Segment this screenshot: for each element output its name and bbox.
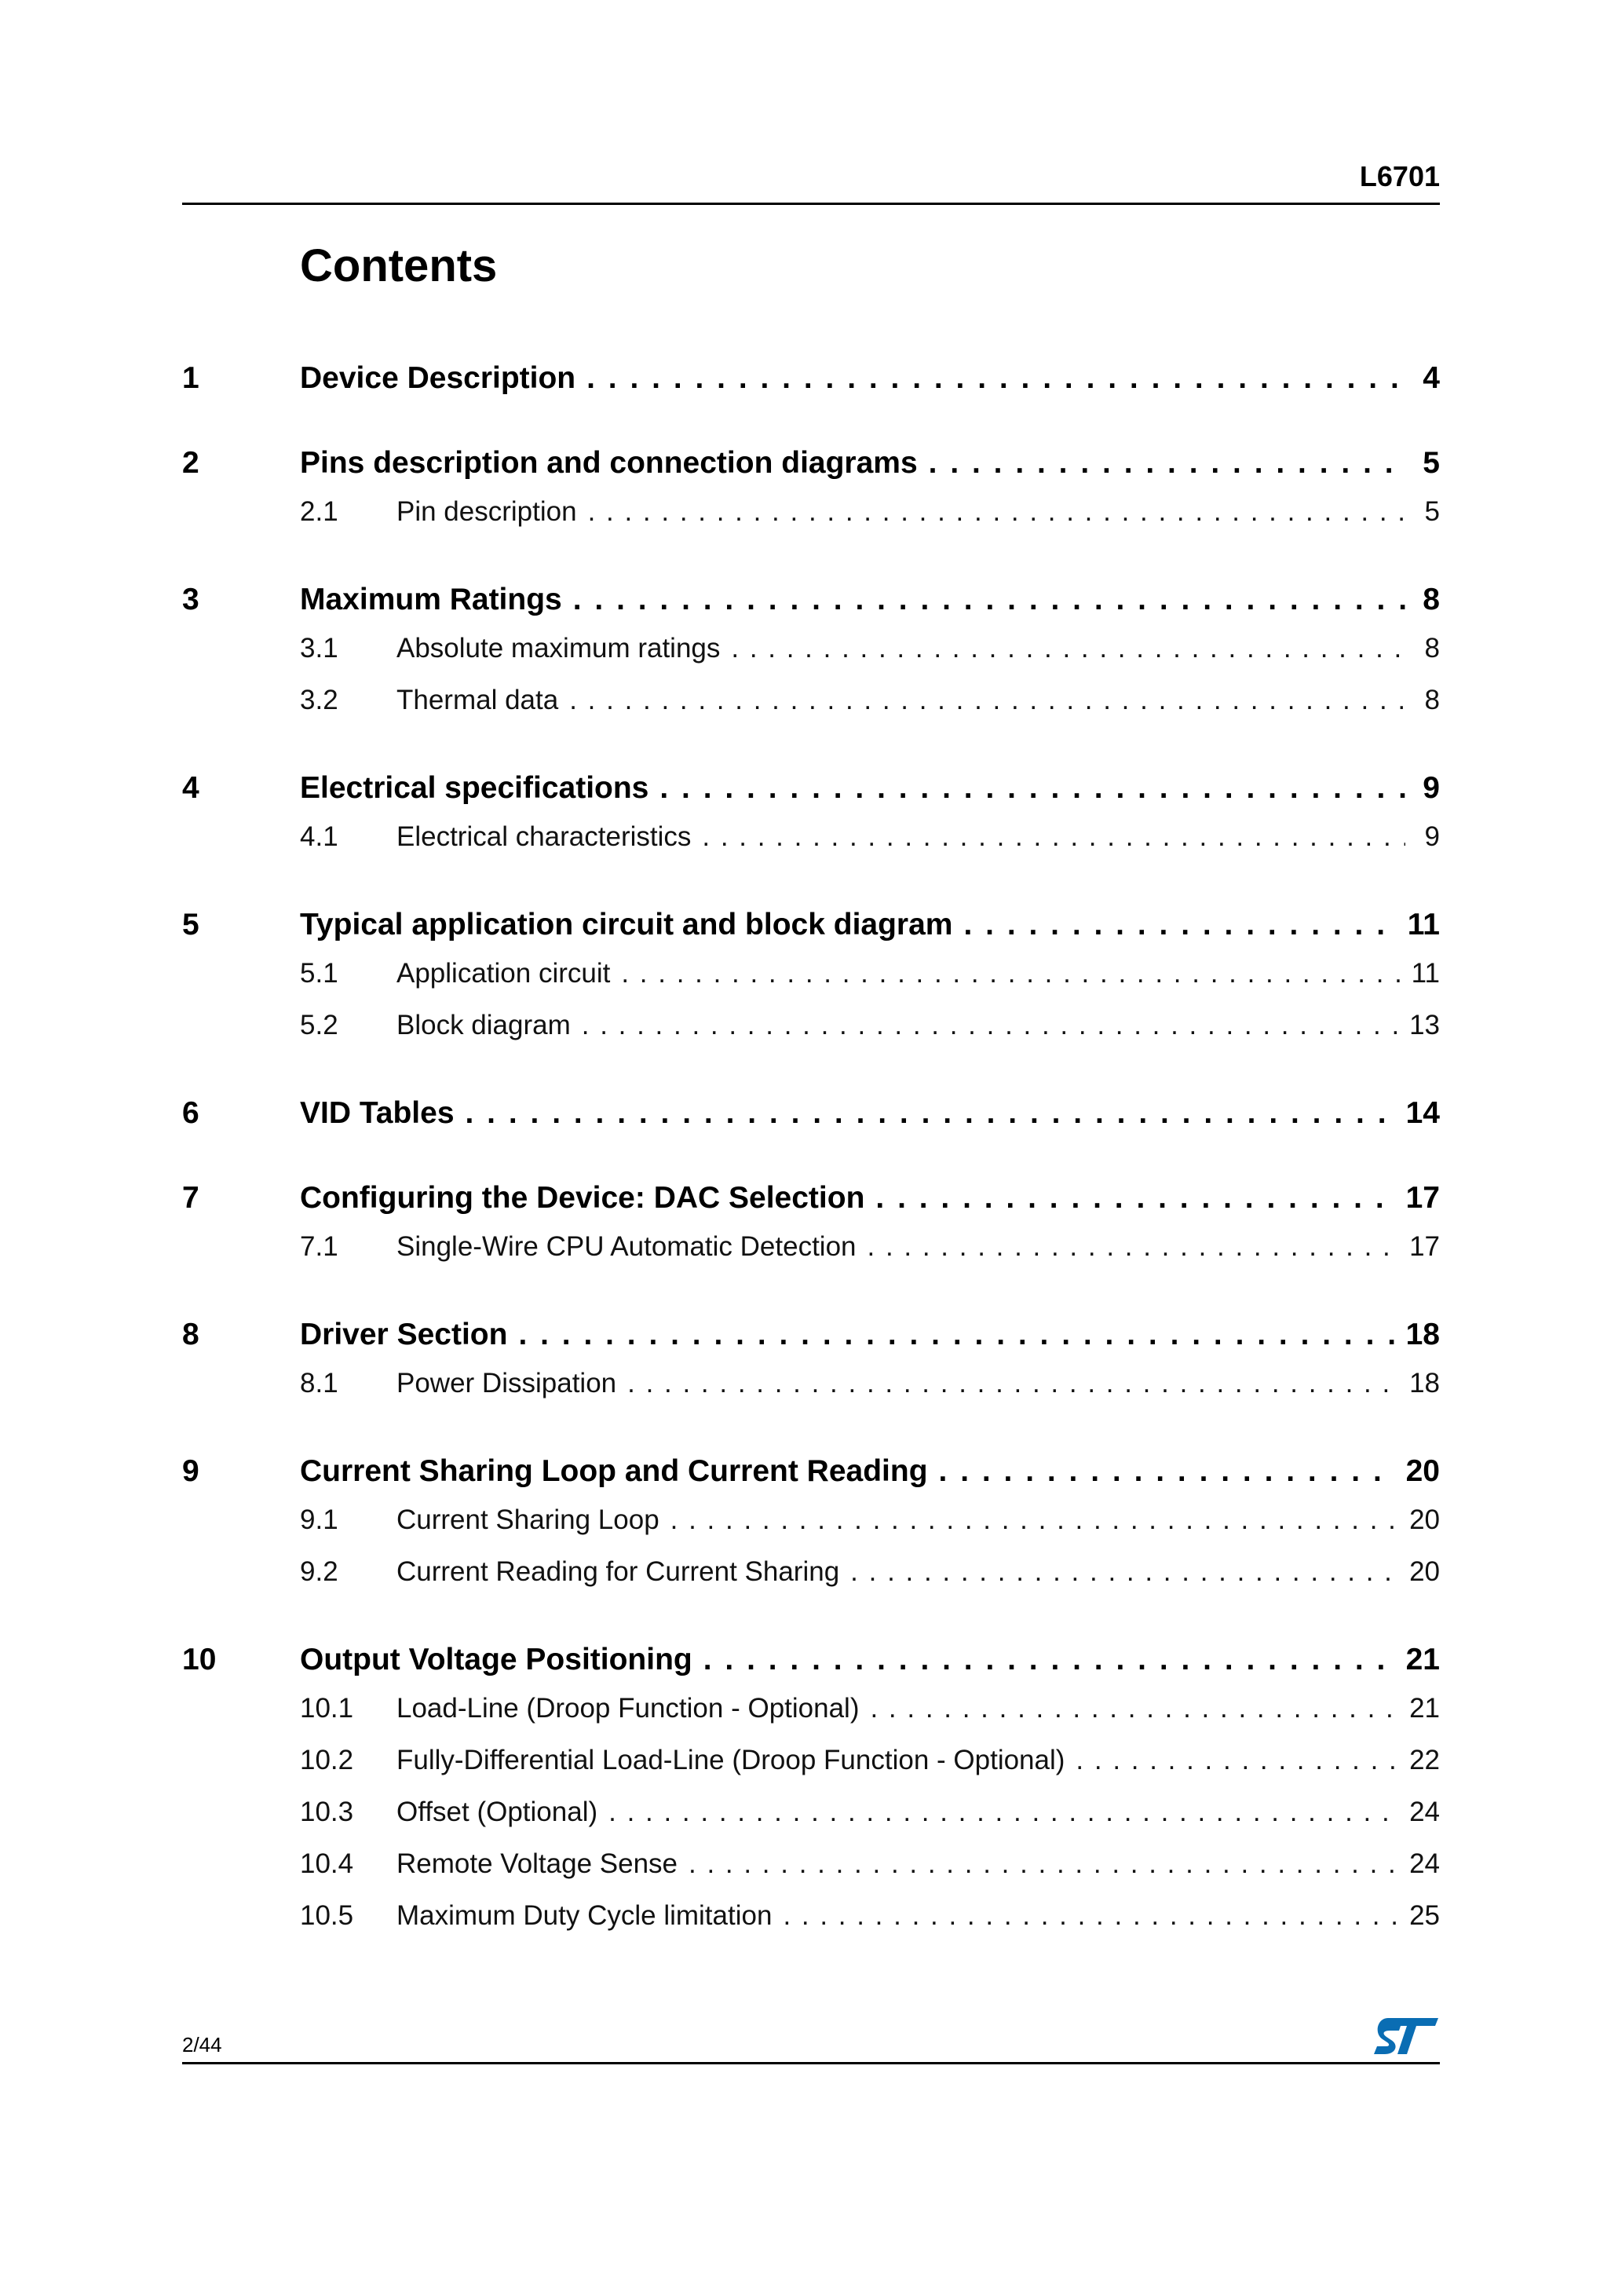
toc-dot-leader xyxy=(569,685,1405,716)
toc-entry-number: 10 xyxy=(182,1643,217,1676)
toc-dot-leader xyxy=(582,1010,1398,1041)
toc-dot-leader xyxy=(621,958,1400,989)
toc-section xyxy=(182,1454,1440,1608)
toc-subentry-page: 13 xyxy=(1409,1010,1440,1040)
toc-entry-main[interactable] xyxy=(182,446,1440,496)
toc-subentry-page: 18 xyxy=(1409,1368,1440,1398)
toc-dot-leader xyxy=(588,496,1405,528)
toc-entry-sub[interactable] xyxy=(182,496,1440,548)
toc-section xyxy=(182,771,1440,873)
toc-dot-leader xyxy=(731,633,1405,664)
toc-subentry-title: Current Sharing Loop xyxy=(396,1504,659,1535)
toc-entry-number: 4 xyxy=(182,771,199,805)
toc-entry-title: Electrical specifications xyxy=(300,771,649,805)
toc-subentry-number: 10.3 xyxy=(300,1797,354,1827)
toc-entry-main[interactable] xyxy=(182,1096,1440,1146)
toc-entry-main[interactable] xyxy=(182,1318,1440,1368)
toc-subentry-title: Offset (Optional) xyxy=(396,1797,598,1827)
toc-subentry-number: 2.1 xyxy=(300,496,338,527)
toc-subentry-number: 7.1 xyxy=(300,1231,338,1262)
toc-section xyxy=(182,1643,1440,1952)
toc-entry-number: 8 xyxy=(182,1318,199,1351)
toc-dot-leader xyxy=(702,821,1405,853)
toc-entry-main[interactable] xyxy=(182,771,1440,821)
toc-subentry-title: Block diagram xyxy=(396,1010,571,1040)
toc-dot-leader xyxy=(868,1231,1399,1263)
toc-entry-page: 11 xyxy=(1407,908,1440,941)
toc-dot-leader xyxy=(850,1556,1398,1588)
toc-subentry-number: 9.2 xyxy=(300,1556,338,1587)
toc-subentry-page: 20 xyxy=(1409,1504,1440,1535)
st-logo-shape xyxy=(1374,2018,1438,2054)
toc-subentry-number: 8.1 xyxy=(300,1368,338,1398)
toc-entry-number: 9 xyxy=(182,1454,199,1488)
toc-section xyxy=(182,1096,1440,1146)
header-divider xyxy=(182,203,1440,205)
toc-entry-page: 18 xyxy=(1405,1318,1440,1351)
toc-entry-number: 6 xyxy=(182,1096,199,1130)
toc-subentry-page: 8 xyxy=(1424,633,1440,664)
toc-entry-sub[interactable] xyxy=(182,958,1440,1010)
toc-entry-number: 2 xyxy=(182,446,199,480)
toc-dot-leader xyxy=(608,1797,1398,1828)
toc-subentry-page: 22 xyxy=(1409,1745,1440,1775)
toc-subentry-number: 10.1 xyxy=(300,1693,354,1724)
toc-entry-page: 8 xyxy=(1423,583,1440,616)
toc-subentry-title: Single-Wire CPU Automatic Detection xyxy=(396,1231,857,1262)
toc-entry-page: 4 xyxy=(1423,361,1440,395)
toc-section xyxy=(182,583,1440,737)
toc-entry-main[interactable] xyxy=(182,1643,1440,1693)
toc-dot-leader xyxy=(627,1368,1398,1399)
toc-entry-title: Configuring the Device: DAC Selection xyxy=(300,1181,865,1215)
toc-dot-leader xyxy=(659,771,1405,806)
toc-entry-title: Device Description xyxy=(300,361,576,395)
toc-entry-sub[interactable] xyxy=(182,821,1440,873)
toc-entry-title: Driver Section xyxy=(300,1318,508,1351)
toc-subentry-page: 25 xyxy=(1409,1900,1440,1931)
toc-entry-number: 7 xyxy=(182,1181,199,1215)
toc-entry-sub[interactable] xyxy=(182,1693,1440,1745)
toc-subentry-page: 5 xyxy=(1424,496,1440,527)
toc-dot-leader xyxy=(586,361,1405,396)
toc-entry-number: 5 xyxy=(182,908,199,941)
toc-dot-leader xyxy=(518,1318,1394,1352)
toc-dot-leader xyxy=(939,1454,1395,1489)
toc-subentry-number: 10.4 xyxy=(300,1848,354,1879)
toc-subentry-title: Power Dissipation xyxy=(396,1368,617,1398)
toc-entry-number: 3 xyxy=(182,583,199,616)
toc-subentry-title: Load-Line (Droop Function - Optional) xyxy=(396,1693,860,1724)
toc-entry-sub[interactable] xyxy=(182,1368,1440,1420)
toc-subentry-number: 9.1 xyxy=(300,1504,338,1535)
toc-entry-title: Pins description and connection diagrams xyxy=(300,446,918,480)
toc-dot-leader xyxy=(573,583,1405,617)
toc-entry-number: 1 xyxy=(182,361,199,395)
toc-section xyxy=(182,446,1440,548)
toc-entry-title: Output Voltage Positioning xyxy=(300,1643,692,1676)
toc-subentry-title: Electrical characteristics xyxy=(396,821,692,852)
toc-dot-leader xyxy=(783,1900,1398,1932)
toc-entry-title: Current Sharing Loop and Current Reading xyxy=(300,1454,928,1488)
toc-entry-sub[interactable] xyxy=(182,685,1440,737)
toc-entry-page: 21 xyxy=(1405,1643,1440,1676)
toc-entry-sub[interactable] xyxy=(182,1504,1440,1556)
toc-subentry-title: Absolute maximum ratings xyxy=(396,633,721,664)
toc-entry-title: VID Tables xyxy=(300,1096,455,1130)
document-id: L6701 xyxy=(1359,160,1440,192)
toc-entry-page: 14 xyxy=(1405,1096,1440,1130)
toc-dot-leader xyxy=(1076,1745,1398,1776)
toc-dot-leader xyxy=(466,1096,1395,1131)
toc-subentry-number: 4.1 xyxy=(300,821,338,852)
toc-subentry-page: 24 xyxy=(1409,1848,1440,1879)
toc-section xyxy=(182,361,1440,411)
toc-subentry-title: Pin description xyxy=(396,496,577,527)
toc-entry-sub[interactable] xyxy=(182,1010,1440,1062)
toc-entry-page: 17 xyxy=(1405,1181,1440,1215)
toc-entry-sub[interactable] xyxy=(182,1848,1440,1900)
toc-subentry-title: Fully-Differential Load-Line (Droop Function - Optional) xyxy=(396,1745,1065,1775)
table-of-contents xyxy=(182,361,1440,1952)
toc-entry-sub[interactable] xyxy=(182,1231,1440,1283)
toc-subentry-number: 3.2 xyxy=(300,685,338,715)
toc-dot-leader xyxy=(963,908,1396,942)
st-logo-icon xyxy=(1372,2015,1440,2057)
toc-entry-main[interactable] xyxy=(182,583,1440,633)
toc-subentry-page: 20 xyxy=(1409,1556,1440,1587)
page-title: Contents xyxy=(300,240,498,291)
toc-subentry-page: 11 xyxy=(1411,958,1440,989)
toc-subentry-title: Current Reading for Current Sharing xyxy=(396,1556,840,1587)
toc-entry-sub[interactable] xyxy=(182,1745,1440,1797)
toc-subentry-page: 24 xyxy=(1409,1797,1440,1827)
toc-dot-leader xyxy=(670,1504,1398,1536)
toc-dot-leader xyxy=(929,446,1405,481)
toc-section xyxy=(182,908,1440,1062)
toc-subentry-number: 10.5 xyxy=(300,1900,354,1931)
toc-entry-title: Typical application circuit and block diagram xyxy=(300,908,953,941)
toc-section xyxy=(182,1181,1440,1283)
toc-dot-leader xyxy=(875,1181,1394,1216)
toc-entry-main[interactable] xyxy=(182,361,1440,411)
toc-subentry-number: 5.2 xyxy=(300,1010,338,1040)
toc-subentry-title: Thermal data xyxy=(396,685,559,715)
toc-subentry-page: 21 xyxy=(1409,1693,1440,1724)
toc-entry-page: 5 xyxy=(1423,446,1440,480)
toc-subentry-title: Application circuit xyxy=(396,958,611,989)
toc-section xyxy=(182,1318,1440,1420)
toc-entry-main[interactable] xyxy=(182,1181,1440,1231)
toc-dot-leader xyxy=(703,1643,1395,1677)
toc-entry-title: Maximum Ratings xyxy=(300,583,562,616)
toc-entry-sub[interactable] xyxy=(182,1900,1440,1952)
toc-dot-leader xyxy=(689,1848,1398,1880)
toc-subentry-title: Remote Voltage Sense xyxy=(396,1848,678,1879)
toc-subentry-title: Maximum Duty Cycle limitation xyxy=(396,1900,773,1931)
toc-entry-sub[interactable] xyxy=(182,1797,1440,1848)
toc-subentry-number: 10.2 xyxy=(300,1745,354,1775)
toc-entry-page: 9 xyxy=(1423,771,1440,805)
footer-divider xyxy=(182,2062,1440,2064)
toc-subentry-page: 9 xyxy=(1424,821,1440,852)
page-number: 2/44 xyxy=(182,2033,222,2057)
toc-entry-sub[interactable] xyxy=(182,1556,1440,1608)
toc-subentry-page: 8 xyxy=(1424,685,1440,715)
toc-entry-main[interactable] xyxy=(182,908,1440,958)
toc-entry-main[interactable] xyxy=(182,1454,1440,1504)
toc-subentry-number: 5.1 xyxy=(300,958,338,989)
toc-entry-sub[interactable] xyxy=(182,633,1440,685)
toc-entry-page: 20 xyxy=(1405,1454,1440,1488)
toc-dot-leader xyxy=(870,1693,1398,1724)
toc-subentry-page: 17 xyxy=(1409,1231,1440,1262)
toc-subentry-number: 3.1 xyxy=(300,633,338,664)
